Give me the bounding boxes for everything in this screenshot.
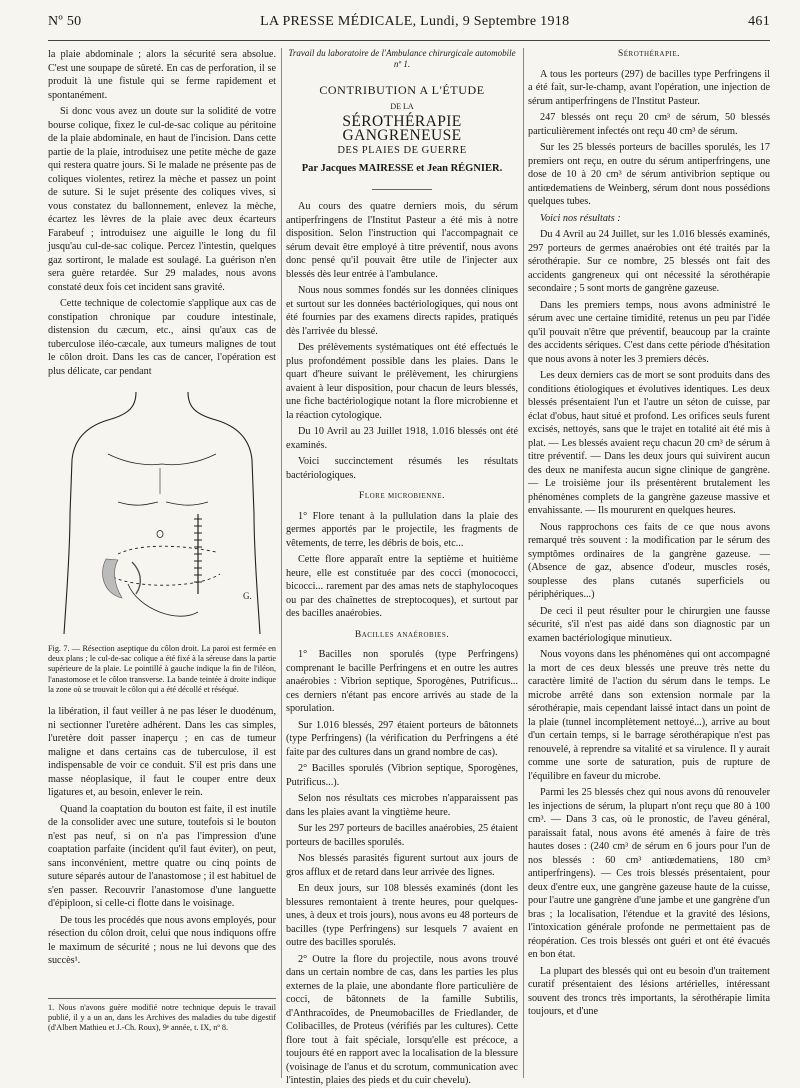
- column-3: [528, 48, 770, 1078]
- paragraph: La plupart des blessés qui ont eu besoin d'un traitement curatif présentaient des lésions artérielles, intéressant souvent des troncs très importants, la sérothérapie limita toujours, et d'une: [528, 965, 770, 1017]
- journal-title: LA PRESSE MÉDICALE, Lundi, 9 Septembre 1918: [260, 14, 570, 29]
- paragraph: 2° Outre la flore du projectile, nous avons trouvé dans un certain nombre de cas, dans les parties les plus externes de la plaie, une abondante flore particulière de cocci, de bâtonnets de la famille Subtilis, d'Anthracoïdes, de Pneumobacilles de Friedlander, de Colibacilles, de Proteus (vérifiés par les cultures). Cette flore tout à fait spéciale, lorsqu'elle est précoce, a toujours été en rapport avec la localisation de la blessure (voisinage de l'anus et du scrotum, communication avec l'intestin, plaies des pieds et du cuir chevelu).: [286, 953, 518, 1086]
- section-heading: Sérothérapie.: [618, 49, 680, 59]
- paragraph: la plaie abdominale ; alors la sécurité sera absolue. C'est une soupape de sûreté. En cas de perforation, il se produit là une fistule qui se ferme rapidement et spontanément.: [48, 49, 276, 101]
- paragraph: la libération, il faut veiller à ne pas léser le duodénum, ni sectionner l'uretère adhérent. Dans les cas simples, l'uretère doit passer inaperçu ; en cas de tumeur maligne et dans certains cas de tuberculose, il est indispensable de voir ce conduit. S'il est pris dans une masse néoplasique, il faut le couper entre deux ligatures et, au besoin, enlever le rein.: [48, 706, 276, 799]
- laboratory-note: Travail du laboratoire de l'Ambulance chirurgicale automobile nº 1.: [288, 48, 516, 69]
- paragraph: Nous voyons dans les phénomènes qui ont accompagné la mort de ces deux blessés une preuve très nette du caractère limité de l'action du sérum dans le temps. Le microbe arrêté dans son extension normale par la sérothérapie, mais cependant laissé intact dans un point de la plaie (tunnel incomplètement nettoyé...), arrive au bout d'un certain temps, si le barrage sérothérapique n'est pas renouvelé, à reprendre sa vitalité et sa virulence. Il y aurait comme une sorte de saturation, puis de rupture de l'équilibre en faveur du microbe.: [528, 649, 770, 782]
- torso-drawing: [48, 384, 276, 640]
- paragraph: Sur les 25 blessés porteurs de bacilles sporulés, les 17 premiers ont reçu, en outre du sérum antiperfringens, une dose de 10 à 20 cm³ de sérum antivibrion septique ou antiœdematiens de Weinberg, sérum dont nous possédions quelques tubes.: [528, 142, 770, 207]
- article-title-line-3: DES PLAIES DE GUERRE: [337, 145, 467, 156]
- paragraph: 247 blessés ont reçu 20 cm³ de sérum, 50 blessés particulièrement infectés ont reçu 40 cm³ de sérum.: [528, 112, 770, 137]
- paragraph: Cette technique de colectomie s'applique aux cas de constipation chronique par coudure intestinale, distension du cæcum, etc., ainsi qu'aux cas de tuberculose iléo-cæcale, aux tumeurs malignes de tout le côlon droit. Dans les cas de cancer, l'opération est plus délicate, car pendant: [48, 298, 276, 377]
- paragraph: Du 4 Avril au 24 Juillet, sur les 1.016 blessés examinés, 297 porteurs de germes anaérobies ont été traités par la sérothérapie. Sur ce nombre, 25 blessés ont fait des accidents gangreneux qui ont nécessité la sérothérapie secondaire ; 5 sont morts de gangrène gazeuse.: [528, 229, 770, 294]
- paragraph: Sur 1.016 blessés, 297 étaient porteurs de bâtonnets (type Perfringens) (la vérification du Perfringens a été faite par des cultures dans un grand nombre de cas).: [286, 719, 518, 758]
- footnote: 1. Nous n'avons guère modifié notre technique depuis le travail publié, il y a un an, dans les Archives des maladies du tube digestif (d'Albert Mathieu et J.-Ch. Roux), 9ᵉ année, t. IX, nº 8.: [48, 998, 276, 1034]
- issue-number: Nº 50: [48, 14, 82, 29]
- paragraph: Voici succinctement résumés les résultats bactériologiques.: [286, 456, 518, 481]
- page-header: [48, 14, 770, 36]
- section-heading: Flore microbienne.: [359, 491, 445, 501]
- paragraph: Nous nous sommes fondés sur les données cliniques et surtout sur les données bactériologiques, qui nous ont été fournies par des examens directs rapides, pratiqués dès l'arrivée du blessé.: [286, 285, 518, 337]
- paragraph: Selon nos résultats ces microbes n'apparaissent pas dans les plaies avant la vingtième heure.: [286, 793, 518, 818]
- title-rule: [372, 189, 432, 190]
- paragraph: Des prélèvements systématiques ont été effectués le plus profondément possible dans les plaies. Dans le quart d'heure suivant le prélèvement, les chirurgiens avaient à leur disposition, pour chacun de leurs blessés, une fiche bactériologique notant la flore microbienne et la réaction cytologique.: [286, 342, 518, 421]
- column-divider: [523, 48, 524, 1078]
- paragraph: Cette flore apparaît entre la septième et huitième heure, elle est constituée par des cocci (monococci, bicocci... rarement par des amas nets de staphylocoques ou par des chaînettes de streptocoques), et surtout par des bacilles anaérobies.: [286, 554, 518, 619]
- paragraph: Si donc vous avez un doute sur la solidité de votre bourse colique, fixez le cul-de-sac colique au péritoine de la plaie abdominale, en haut de l'incision. Dans cette partie de la plaie, introduisez une petite mèche de gaze qui restera quatre jours. Si le malade ne présente pas de coliques violentes, retirez la mèche et passez un point de suture. Si le sujet présente des coliques vives, si vous constatez du ballonnement, enlevez la mèche, écartez les lèvres de la plaie avec deux écarteurs Farabeuf ; introduisez une aiguille le long du fil jusqu'au cul-de-sac colique. Percez l'intestin, quelques gaz sortiront, le malade est soulagé. La guérison n'en sera guère retardée. Sur 29 malades, nous avons constaté deux fois cet incident sans gravité.: [48, 106, 276, 293]
- figure-7-illustration: [48, 384, 276, 640]
- paragraph: De tous les procédés que nous avons employés, pour résection du côlon droit, celui que nous indiquons offre le maximum de sécurité ; nous ne lui devons que des succès¹.: [48, 914, 276, 967]
- paragraph: 1° Flore tenant à la pullulation dans la plaie des germes apportés par le projectile, les fragments de vêtements, de terre, les débris de bois, etc...: [286, 510, 518, 549]
- page-number: 461: [748, 14, 770, 29]
- article-title-line-2: DE LA: [390, 101, 414, 111]
- article-title-line-1: CONTRIBUTION A L'ÉTUDE: [319, 83, 485, 97]
- paragraph: Au cours des quatre derniers mois, du sérum antiperfringens de l'Institut Pasteur a été mis à notre disposition. Selon l'instruction qui l'accompagnait ce sérum devait être employé à titre préventif, nous avons donc pensé qu'il pouvait être utile de l'injecter aux blessés dès leur entrée à l'ambulance.: [286, 201, 518, 280]
- paragraph: Nos blessés parasités figurent surtout aux jours de gros afflux et de retard dans leur arrivée des lignes.: [286, 853, 518, 878]
- section-heading: Bacilles anaérobies.: [354, 629, 450, 640]
- paragraph: Du 10 Avril au 23 Juillet 1918, 1.016 blessés ont été examinés.: [286, 426, 518, 451]
- paragraph: Dans les premiers temps, nous avons administré le sérum avec une certaine timidité, retenus un peu par l'idée qu'il pouvait n'être que préventif, beaucoup par la crainte des accidents sériques. C'est dans cette période d'hésitation que nous avons à noter les 3 premiers décès.: [528, 299, 770, 365]
- figure-caption: Fig. 7. — Résection aseptique du côlon droit. La paroi est fermée en deux plans ; le cul-de-sac colique a été fixé à la séreuse dans la partie supérieure de la plaie. Le pointillé à gauche indique la fin de l'iléon, l'anastomose et le côlon transverse. La bande teintée à droite indique la zone où se trouvait le côlon qui a été décollé et réséqué.: [48, 644, 276, 694]
- header-rule: [48, 40, 770, 41]
- column-divider: [281, 48, 282, 1078]
- paragraph: 1° Bacilles non sporulés (type Perfringens) comprenant le bacille Perfringens et en outre les autres anaérobies : Vibrion septique, Sporogènes, Putrificus... ces derniers n'étant pas encore arrivés au stade de la sporulation.: [286, 649, 518, 714]
- paragraph: Les deux derniers cas de mort se sont produits dans des conditions étiologiques et évolutives identiques. Les deux blessés présentaient l'un et l'autre un séton de cuisse, par éclat d'obus, haut situé et profond. Les orifices seuls furent excisés, nettoyés, sans que le trajet en totalité ait été mis à plat. — Les blessés avaient reçu chacun 20 cm³ de sérum à titre préventif. — Dans les deux jours qui suivirent aucun des deux ne manifesta aucun signe clinique de gangrène. — Le troisième jour ils présentèrent brutalement les phénomènes complets de la gangrène gazeuse massive et envahissante. — Ils moururent en quelques heures.: [528, 370, 770, 516]
- column-1: [48, 48, 276, 1078]
- paragraph: Voici nos résultats :: [540, 212, 621, 224]
- paragraph: A tous les porteurs (297) de bacilles type Perfringens il a été fait, sur-le-champ, avant l'opération, une injection de sérum antiperfringens de l'Institut Pasteur.: [528, 68, 770, 107]
- paragraph: Nous rapprochons ces faits de ce que nous avons remarqué très souvent : la modification par le sérum des symptômes ordinaires de la gangrène gazeuse. — (Absence de gaz, absence d'odeur, muscles rosés, souplesse des plans cutanés superficiels ou périphériques...): [528, 521, 770, 600]
- paragraph: Parmi les 25 blessés chez qui nous avons dû renouveler les injections de sérum, la plupart n'ont reçu que 80 à 100 cm³. — Dans 3 cas, où le pronostic, de l'aveu général, paraissait fatal, nous avons été amenés à faire de très hautes doses : (240 cm³ de sérum en 6 jours pour l'un de nos blessés : 60 cm³ antiœdematiens, 180 cm³ antiperfringens). — Ces trois blessés présentaient, pour deux d'entre eux, une gangrène gazeuse haute de la cuisse, pour l'autre une gangrène d'une jambe et une gangrène d'un bras ; la localisation, l'étendue et la gravité des lésions, l'intoxication générale profonde ne permettaient pas de réopération. Ces trois blessés ont guéri et ont été évacués en bon état.: [528, 787, 770, 960]
- paragraph: En deux jours, sur 108 blessés examinés (dont les blessures remontaient à trente heures, pour quelques-unes, à deux et trois jours), nous avons eu 48 porteurs de bacilles (type Perfringens) sur lesquels 7 avaient en outre des bacilles sporulés.: [286, 883, 518, 948]
- paragraph: De ceci il peut résulter pour le chirurgien une fausse sécurité, s'il n'est pas aidé dans son diagnostic par un examen bactériologique minutieux.: [528, 605, 770, 644]
- paragraph: 2° Bacilles sporulés (Vibrion septique, Sporogènes, Putrificus...).: [286, 763, 518, 788]
- article-title-main: SÉROTHÉRAPIE GANGRENEUSE: [342, 113, 462, 144]
- column-2: [286, 48, 518, 1086]
- article-authors: Par Jacques MAIRESSE et Jean RÉGNIER.: [301, 162, 503, 174]
- paragraph: Quand la coaptation du bouton est faite, il est inutile de la consolider avec une suture, toutefois si le bouton n'est pas neuf, si on n'a pas l'impression d'une coaptation parfaite (incident qu'il faut éviter), on peut, sans inconvénient, mettre quatre ou cinq points de suture séparés autour de l'anastomose ; il est habituel de s'en passer. Recouvrir l'anastomose d'une languette d'épiploon, si celle-ci flotte dans le voisinage.: [48, 803, 276, 910]
- paragraph: Sur les 297 porteurs de bacilles anaérobies, 25 étaient porteurs de bacilles sporulés.: [286, 823, 518, 848]
- svg-text:G.: G.: [243, 591, 252, 601]
